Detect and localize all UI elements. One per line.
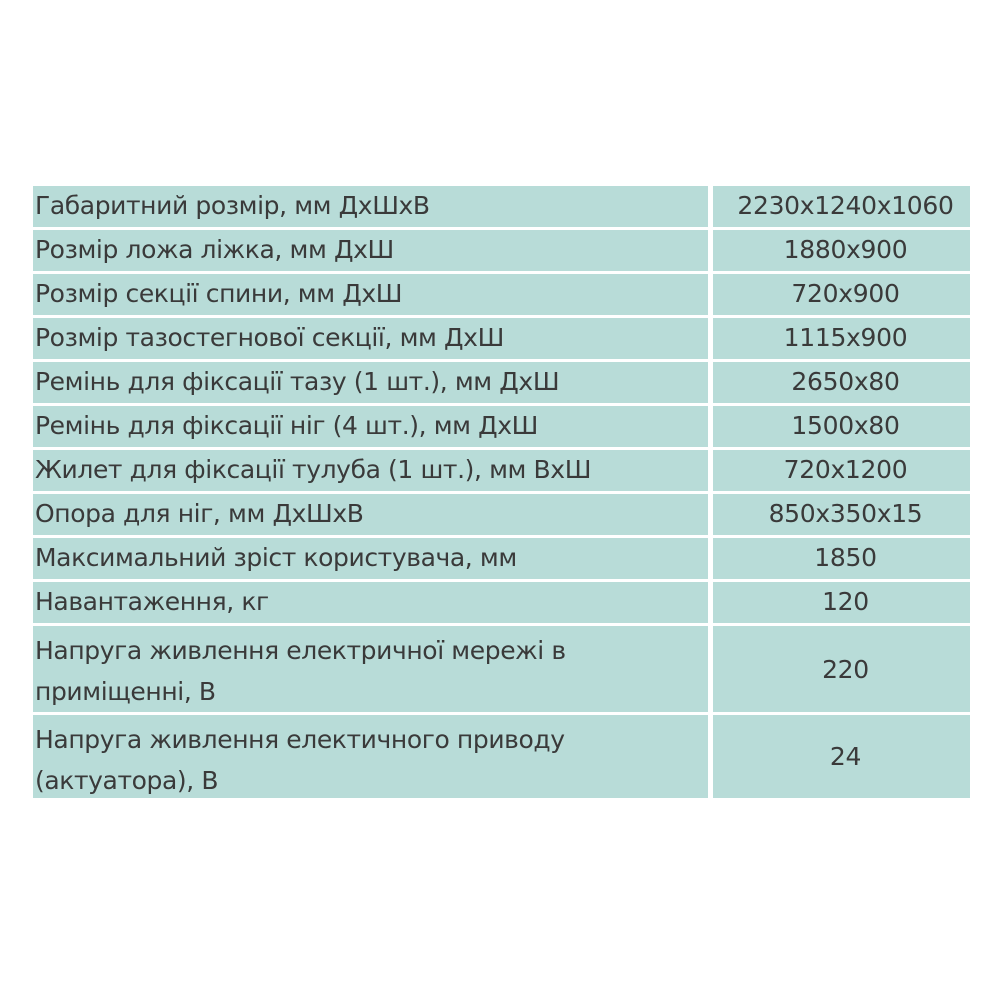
spec-value: 1115x900 [713,318,970,359]
spec-label: Навантаження, кг [33,582,708,623]
spec-value: 1880x900 [713,230,970,271]
spec-value: 720x900 [713,274,970,315]
spec-label: Жилет для фіксації тулуба (1 шт.), мм ВхШ [33,450,708,491]
spec-value: 850x350x15 [713,494,970,535]
spec-label: Розмір ложа ліжка, мм ДхШ [33,230,708,271]
spec-label: Габаритний розмір, мм ДхШхВ [33,186,708,227]
specifications-table [33,186,970,801]
spec-label: Розмір секції спини, мм ДхШ [33,274,708,315]
spec-value: 1850 [713,538,970,579]
spec-value: 2230x1240x1060 [713,186,970,227]
spec-value: 24 [713,715,970,798]
spec-label: Ремінь для фіксації тазу (1 шт.), мм ДхШ [33,362,708,403]
spec-label: Ремінь для фіксації ніг (4 шт.), мм ДхШ [33,406,708,447]
spec-value: 720x1200 [713,450,970,491]
spec-value: 1500x80 [713,406,970,447]
spec-label: Розмір тазостегнової секції, мм ДхШ [33,318,708,359]
spec-label: Опора для ніг, мм ДхШхВ [33,494,708,535]
spec-label: Напруга живлення електричної мережі в приміщенні, В [33,626,708,712]
spec-value: 120 [713,582,970,623]
spec-label: Напруга живлення електичного приводу (актуатора), В [33,715,708,798]
spec-value: 220 [713,626,970,712]
spec-label: Максимальний зріст користувача, мм [33,538,708,579]
spec-value: 2650x80 [713,362,970,403]
